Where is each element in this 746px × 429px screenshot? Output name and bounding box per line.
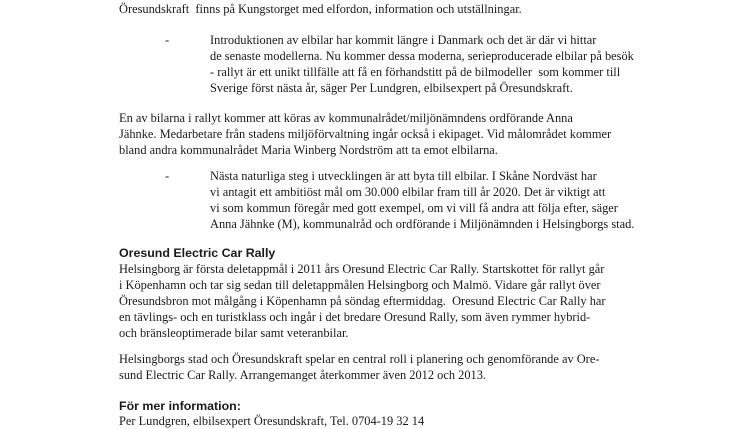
paragraph-line: sund Electric Car Rally. Arrangemanget återkommer även 2012 och 2013.: [119, 368, 487, 382]
quote-line: de senaste modellerna. Nu kommer dessa moderna, serieproducerade elbilar på besök: [210, 49, 634, 63]
intro-line: Öresundskraft finns på Kungstorget med elfordon, information och utställningar.: [119, 2, 522, 16]
quote-line: Sverige först nästa år, säger Per Lundgren, elbilsexpert på Öresundskraft.: [210, 81, 573, 95]
quote-line: - rallyt är ett unikt tillfälle att få en förhandstitt på de bilmodeller som kommer till: [210, 65, 621, 79]
quote-line: vi som kommun föregår med gott exempel, om vi vill få andra att följa efter, säger: [210, 201, 618, 215]
quote-dash: -: [165, 33, 170, 47]
paragraph-line: och bränsleoptimerade bilar samt veteranbilar.: [119, 326, 349, 340]
contact-line: Per Lundgren, elbilsexpert Öresundskraft, Tel. 0704-19 32 14: [119, 414, 425, 428]
paragraph-line: en tävlings- och en turistklass och ingår i det bredare Oresund Rally, som även rymmer hybrid-: [119, 310, 591, 324]
section-heading: För mer information:: [119, 399, 241, 413]
paragraph-line: i Köpenhamn och tar sig sedan till deletappmålen Helsingborg och Malmö. Vidare går rallyt över: [119, 278, 601, 292]
quote-line: Nästa naturliga steg i utvecklingen är att byta till elbilar. I Skåne Nordväst har: [210, 169, 597, 183]
paragraph-line: bland andra kommunalrådet Maria Winberg Nordström att ta emot elbilarna.: [119, 143, 498, 157]
quote-dash: -: [165, 169, 170, 183]
quote-line: Introduktionen av elbilar har kommit längre i Danmark och det är där vi hittar: [210, 33, 597, 47]
paragraph-line: Helsingborgs stad och Öresundskraft spelar en central roll i planering och genomförande av Ore-: [119, 352, 600, 366]
paragraph-line: En av bilarna i rallyt kommer att köras av kommunalrådet/miljönämndens ordförande Anna: [119, 111, 573, 125]
quote-line: vi antagit ett ambitiöst mål om 30.000 elbilar fram till år 2020. Det är viktigt att: [210, 185, 606, 199]
quote-line: Anna Jähnke (M), kommunalråd och ordförande i Miljönämnden i Helsingborgs stad.: [210, 217, 635, 231]
paragraph-line: Jähnke. Medarbetare från stadens miljöförvaltning ingår också i ekipaget. Vid målområdet kommer: [119, 127, 612, 141]
section-heading: Oresund Electric Car Rally: [119, 246, 276, 260]
paragraph-line: Helsingborg är första deletappmål i 2011 års Oresund Electric Car Rally. Startskottet för rallyt går: [119, 262, 605, 276]
paragraph-line: Öresundsbron mot målgång i Köpenhamn på söndag eftermiddag. Oresund Electric Car Rally har: [119, 294, 606, 308]
